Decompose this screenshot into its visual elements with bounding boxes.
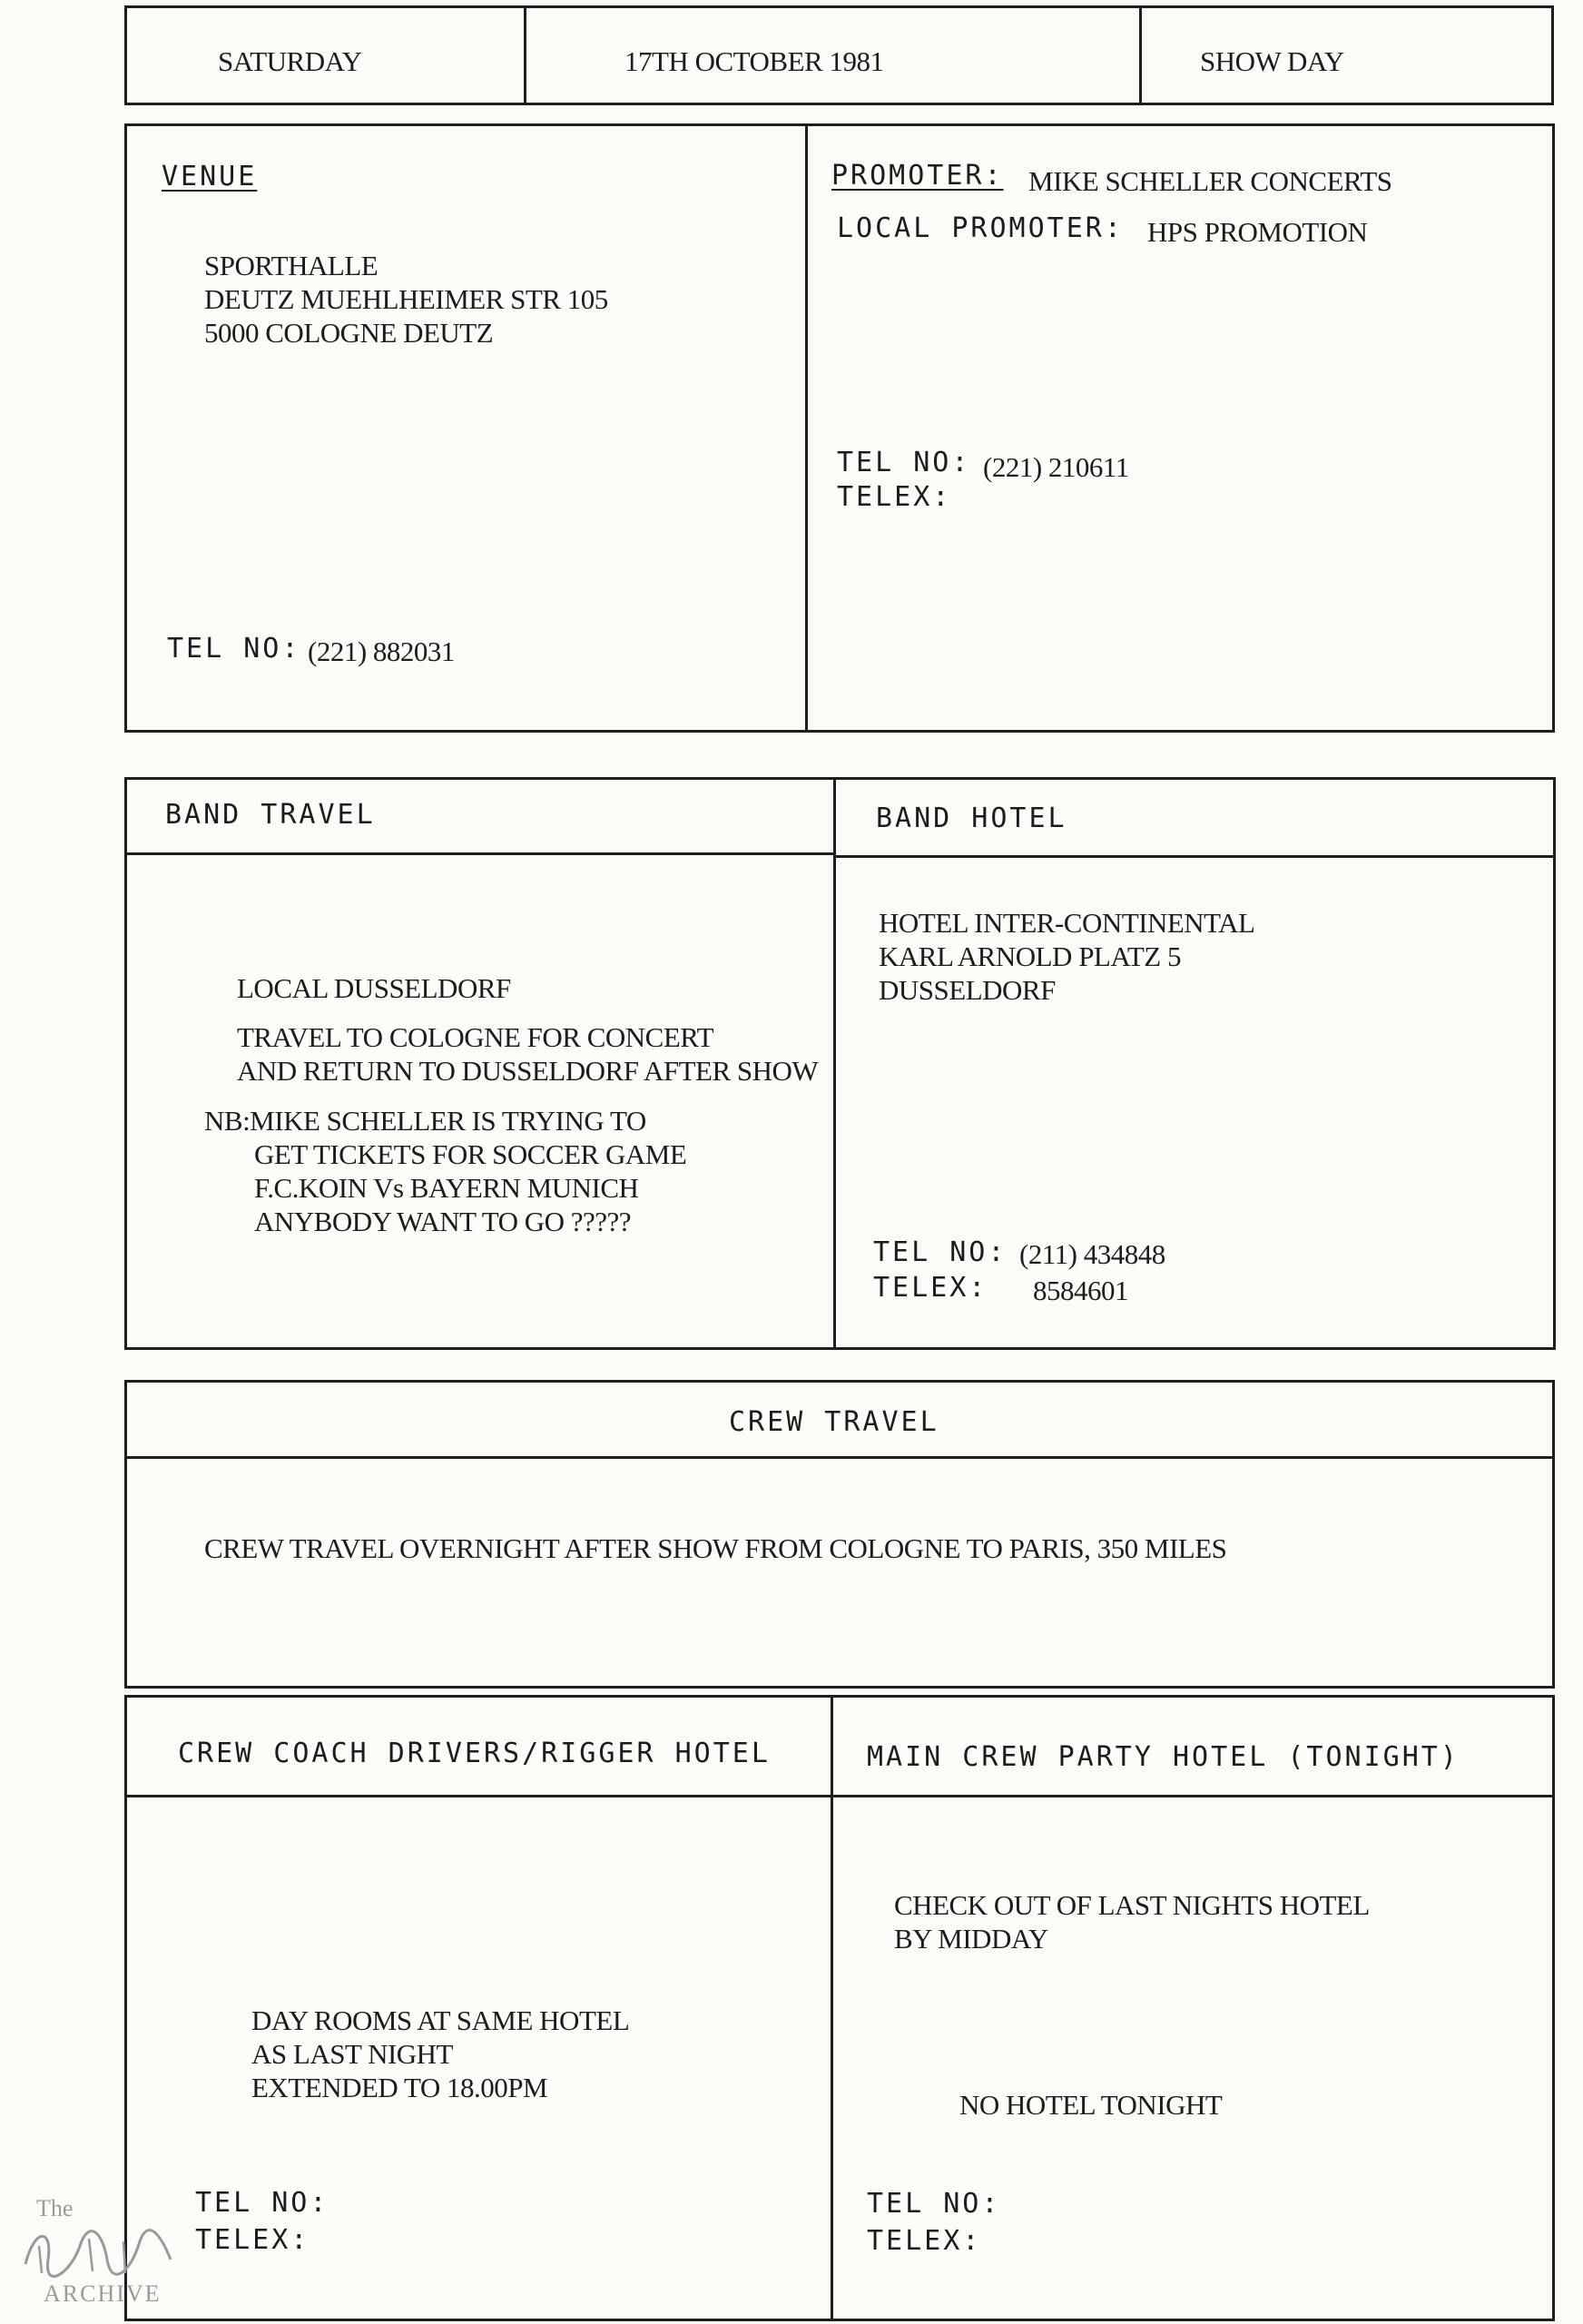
- local-promoter-label: LOCAL PROMOTER:: [837, 212, 1124, 244]
- header-show-type: SHOW DAY: [1200, 45, 1344, 77]
- band-hotel-tel-label: TEL NO:: [873, 1236, 1008, 1268]
- band-hotel-telex-value: 8584601: [1033, 1275, 1128, 1306]
- watermark-bottom-text: ARCHIVE: [44, 2280, 162, 2307]
- crew-travel-text: CREW TRAVEL OVERNIGHT AFTER SHOW FROM COLOGNE TO PARIS, 350 MILES: [204, 1532, 1227, 1564]
- main-crew-tel-label: TEL NO:: [867, 2188, 1001, 2220]
- crew-travel-title-rule: [124, 1456, 1555, 1459]
- band-hotel-tel-value: (211) 434848: [1019, 1238, 1165, 1270]
- crew-hotels-title-rule: [124, 1795, 1555, 1797]
- header-divider: [524, 5, 526, 105]
- main-crew-no-hotel: NO HOTEL TONIGHT: [959, 2089, 1223, 2121]
- band-travel-local: LOCAL DUSSELDORF: [237, 972, 511, 1004]
- band-title-rule: [833, 855, 1556, 858]
- archive-watermark-logo: [16, 2195, 198, 2313]
- band-hotel-address: HOTEL INTER-CONTINENTAL KARL ARNOLD PLATZ 5 DUSSELDORF: [879, 907, 1255, 1006]
- signature-logo: [16, 2219, 189, 2282]
- crew-coach-telex-label: TELEX:: [195, 2224, 310, 2256]
- crew-coach-tel-label: TEL NO:: [195, 2187, 329, 2219]
- promoter-label: PROMOTER:: [831, 160, 1004, 192]
- band-travel-itinerary: TRAVEL TO COLOGNE FOR CONCERT AND RETURN TO DUSSELDORF AFTER SHOW: [237, 1021, 819, 1087]
- venue-promoter-divider: [805, 123, 808, 733]
- promoter-value: MIKE SCHELLER CONCERTS: [1028, 165, 1392, 197]
- header-date: 17TH OCTOBER 1981: [624, 45, 884, 77]
- band-travel-note: NB:MIKE SCHELLER IS TRYING TO GET TICKETS FOR SOCCER GAME F.C.KOIN Vs BAYERN MUNICH ANYBODY WANT TO GO ?????: [204, 1105, 687, 1237]
- crew-coach-text: DAY ROOMS AT SAME HOTEL AS LAST NIGHT EXTENDED TO 18.00PM: [251, 2004, 630, 2103]
- crew-coach-title: CREW COACH DRIVERS/RIGGER HOTEL: [178, 1738, 771, 1769]
- band-hotel-telex-label: TELEX:: [873, 1272, 988, 1304]
- main-crew-telex-label: TELEX:: [867, 2225, 982, 2257]
- promoter-tel-value: (221) 210611: [983, 451, 1129, 483]
- band-divider: [833, 777, 836, 1350]
- header-day: SATURDAY: [218, 45, 362, 77]
- venue-address: SPORTHALLE DEUTZ MUEHLHEIMER STR 105 5000 COLOGNE DEUTZ: [204, 250, 608, 349]
- crew-travel-title: CREW TRAVEL: [729, 1406, 939, 1438]
- venue-tel-label: TEL NO:: [167, 633, 301, 665]
- band-hotel-title: BAND HOTEL: [876, 803, 1067, 834]
- venue-tel-value: (221) 882031: [308, 635, 455, 667]
- local-promoter-value: HPS PROMOTION: [1147, 216, 1368, 248]
- main-crew-title: MAIN CREW PARTY HOTEL (TONIGHT): [867, 1741, 1460, 1773]
- watermark-top-text: The: [36, 2195, 74, 2221]
- promoter-tel-label: TEL NO:: [837, 447, 971, 478]
- band-travel-title: BAND TRAVEL: [165, 799, 376, 831]
- band-title-rule: [124, 852, 836, 855]
- promoter-telex-label: TELEX:: [837, 481, 952, 513]
- venue-title: VENUE: [162, 161, 258, 192]
- main-crew-checkout: CHECK OUT OF LAST NIGHTS HOTEL BY MIDDAY: [894, 1889, 1370, 1955]
- crew-hotels-divider: [831, 1695, 833, 2321]
- header-divider: [1139, 5, 1142, 105]
